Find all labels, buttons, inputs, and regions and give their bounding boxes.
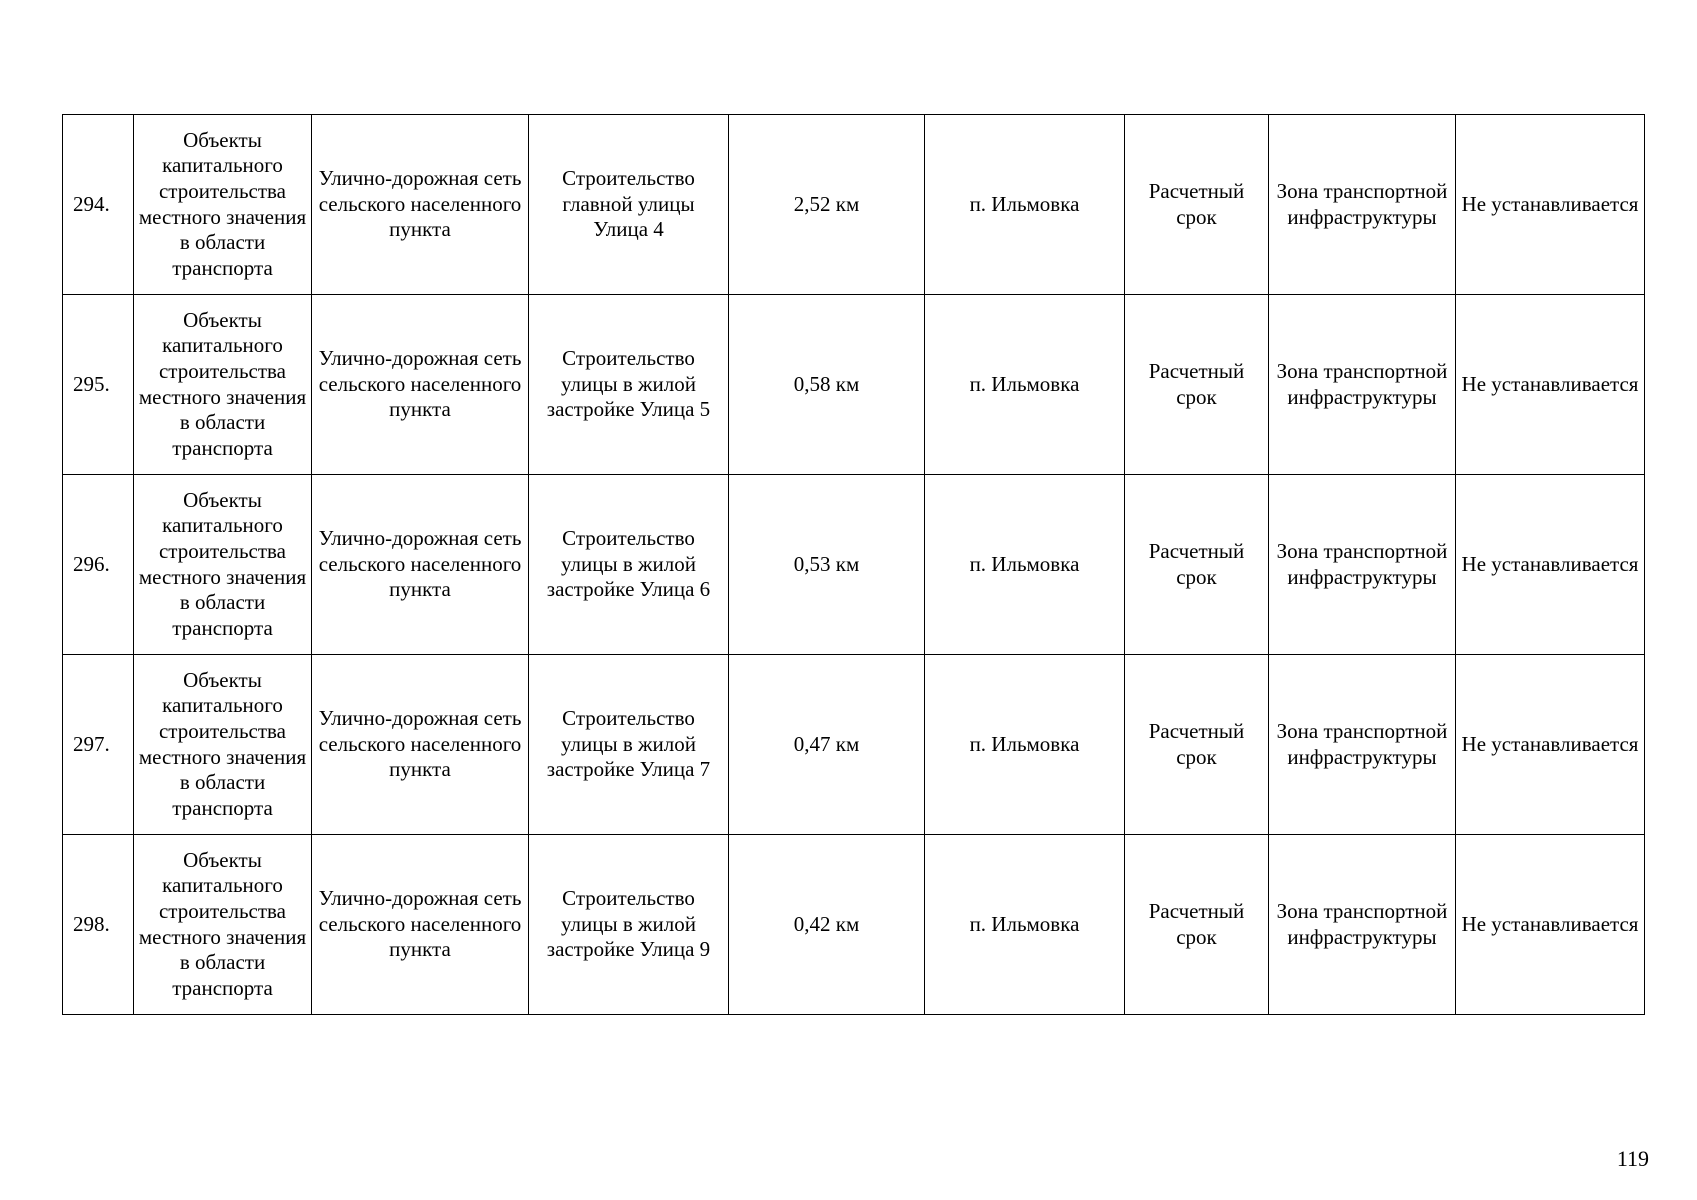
term-cell: Расчетный срок [1125,115,1269,295]
page-number: 119 [1616,1146,1649,1171]
zone-cell: Зона транспортной инфраструктуры [1269,295,1456,475]
object-description-cell: Строительство улицы в жилой застройке Улица 5 [529,295,729,475]
term-cell: Расчетный срок [1125,475,1269,655]
location-cell: п. Ильмовка [925,835,1125,1015]
length-cell: 0,58 км [729,295,925,475]
table-row [63,835,1645,1015]
zone-cell: Зона транспортной инфраструктуры [1269,475,1456,655]
location-cell: п. Ильмовка [925,655,1125,835]
object-description-cell: Строительство улицы в жилой застройке Улица 9 [529,835,729,1015]
object-category-cell: Объекты капитального строительства местного значения в области транспорта [134,655,312,835]
length-cell: 0,42 км [729,835,925,1015]
term-cell: Расчетный срок [1125,655,1269,835]
object-category-cell: Объекты капитального строительства местного значения в области транспорта [134,115,312,295]
object-description-cell: Строительство главной улицы Улица 4 [529,115,729,295]
location-cell: п. Ильмовка [925,115,1125,295]
network-type-cell: Улично-дорожная сеть сельского населенного пункта [312,475,529,655]
network-type-cell: Улично-дорожная сеть сельского населенного пункта [312,835,529,1015]
zone-cell: Зона транспортной инфраструктуры [1269,115,1456,295]
object-category-cell: Объекты капитального строительства местного значения в области транспорта [134,475,312,655]
restriction-cell: Не устанавливается [1456,475,1645,655]
restriction-cell: Не устанавливается [1456,655,1645,835]
zone-cell: Зона транспортной инфраструктуры [1269,835,1456,1015]
network-type-cell: Улично-дорожная сеть сельского населенного пункта [312,115,529,295]
object-description-cell: Строительство улицы в жилой застройке Улица 6 [529,475,729,655]
row-number-cell: 296. [63,475,134,655]
table-row [63,655,1645,835]
table-row [63,295,1645,475]
length-cell: 0,53 км [729,475,925,655]
object-category-cell: Объекты капитального строительства местного значения в области транспорта [134,295,312,475]
term-cell: Расчетный срок [1125,295,1269,475]
row-number-cell: 294. [63,115,134,295]
restriction-cell: Не устанавливается [1456,295,1645,475]
row-number-cell: 298. [63,835,134,1015]
zone-cell: Зона транспортной инфраструктуры [1269,655,1456,835]
location-cell: п. Ильмовка [925,475,1125,655]
row-number-cell: 295. [63,295,134,475]
table-body [63,115,1645,1015]
row-number-cell: 297. [63,655,134,835]
location-cell: п. Ильмовка [925,295,1125,475]
table-row [63,115,1645,295]
object-description-cell: Строительство улицы в жилой застройке Улица 7 [529,655,729,835]
length-cell: 2,52 км [729,115,925,295]
planned-objects-table [62,114,1645,1015]
table-row [63,475,1645,655]
length-cell: 0,47 км [729,655,925,835]
term-cell: Расчетный срок [1125,835,1269,1015]
restriction-cell: Не устанавливается [1456,115,1645,295]
network-type-cell: Улично-дорожная сеть сельского населенного пункта [312,295,529,475]
network-type-cell: Улично-дорожная сеть сельского населенного пункта [312,655,529,835]
object-category-cell: Объекты капитального строительства местного значения в области транспорта [134,835,312,1015]
restriction-cell: Не устанавливается [1456,835,1645,1015]
